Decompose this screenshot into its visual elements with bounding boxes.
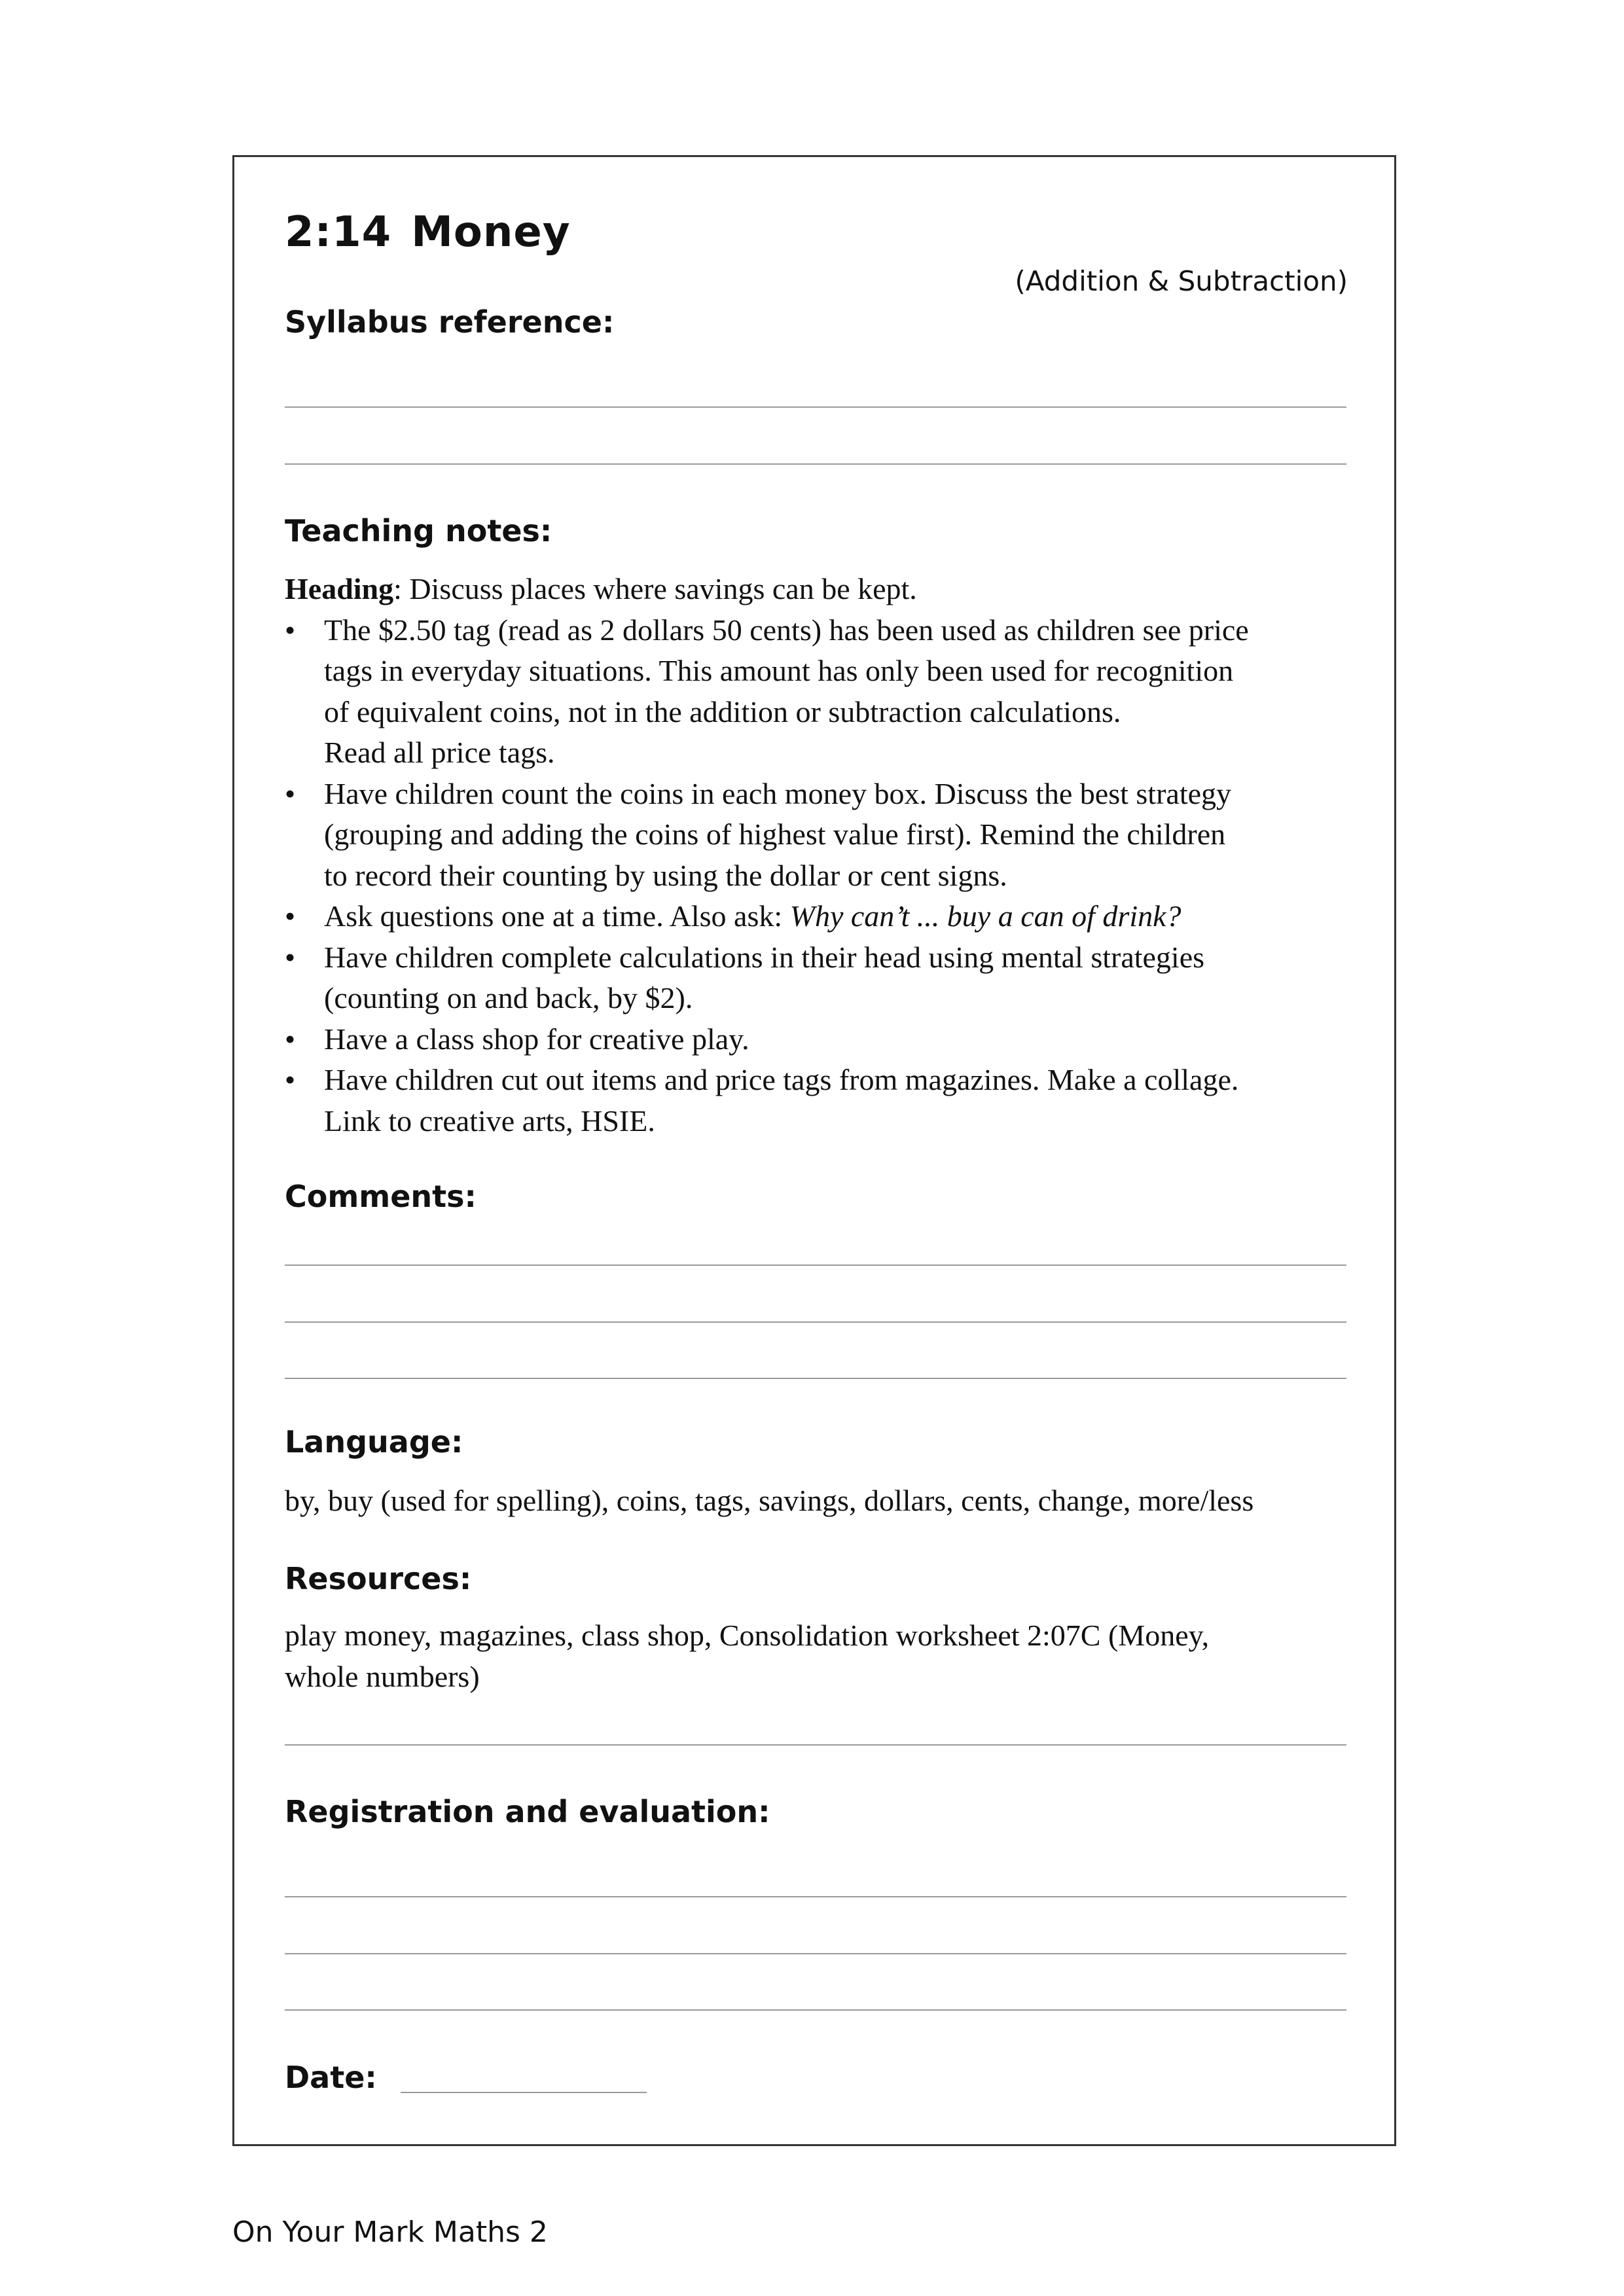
syllabus-line-2 bbox=[285, 463, 1346, 465]
bullet-glyph: • bbox=[285, 1022, 296, 1056]
list-item bbox=[285, 610, 1358, 774]
list-item bbox=[285, 937, 1358, 1019]
page-frame bbox=[232, 155, 1396, 2146]
list-item-italic-text: Why can’t ... buy a can of drink? bbox=[789, 899, 1182, 933]
comments-line-1 bbox=[285, 1265, 1346, 1266]
registration-line-1 bbox=[285, 1896, 1346, 1897]
resources-heading: Resources: bbox=[285, 1561, 472, 1596]
language-heading: Language: bbox=[285, 1424, 463, 1460]
syllabus-line-1 bbox=[285, 406, 1346, 408]
comments-line-3 bbox=[285, 1378, 1346, 1379]
bullet-glyph: • bbox=[285, 940, 296, 974]
section-number: 2:14 bbox=[285, 208, 392, 257]
language-text: by, buy (used for spelling), coins, tags, savings, dollars, cents, change, more/less bbox=[285, 1484, 1254, 1517]
registration-line-2 bbox=[285, 1953, 1346, 1954]
notes-heading-term: Heading bbox=[285, 572, 394, 605]
teaching-notes-heading: Teaching notes: bbox=[285, 513, 552, 548]
section-title: Money bbox=[411, 208, 571, 257]
resources-line-1: play money, magazines, class shop, Consolidation worksheet 2:07C (Money, bbox=[285, 1619, 1210, 1652]
list-item bbox=[285, 774, 1358, 897]
resources-line bbox=[285, 1744, 1346, 1746]
bullet-glyph: • bbox=[285, 899, 296, 933]
comments-heading: Comments: bbox=[285, 1179, 477, 1214]
list-item-text: The $2.50 tag (read as 2 dollars 50 cents) has been used as children see price tags in everyday situations. This amount has only been used for recognition of equivalent coins, not in the addition or subtraction calculations. Read all price tags. bbox=[324, 613, 1249, 769]
list-item-text: Ask questions one at a time. Also ask: bbox=[324, 899, 790, 933]
resources-text bbox=[285, 1615, 1358, 1697]
footer-text: On Your Mark Maths 2 bbox=[232, 2215, 548, 2249]
date-label: Date: bbox=[285, 2060, 377, 2095]
teaching-notes-body bbox=[285, 569, 1358, 1141]
topic-label: (Addition & Subtraction) bbox=[1015, 265, 1348, 297]
list-item bbox=[285, 1019, 1358, 1060]
list-item bbox=[285, 1060, 1358, 1141]
resources-line-2: whole numbers) bbox=[285, 1659, 480, 1693]
list-item-text: Have children count the coins in each money box. Discuss the best strategy (grouping and adding the coins of highest value first). Remind the children to record their counting by using the dollar or cent signs. bbox=[324, 776, 1232, 892]
registration-line-3 bbox=[285, 2009, 1346, 2011]
list-item-text: Have a class shop for creative play. bbox=[324, 1022, 749, 1056]
teaching-notes-list bbox=[285, 610, 1358, 1142]
notes-heading-text: : Discuss places where savings can be kept. bbox=[393, 572, 917, 605]
list-item-text: Have children complete calculations in their head using mental strategies (counting on and back, by $2). bbox=[324, 940, 1205, 1014]
list-item-text: Have children cut out items and price tags from magazines. Make a collage. Link to creative arts, HSIE. bbox=[324, 1063, 1239, 1138]
bullet-glyph: • bbox=[285, 613, 296, 647]
page-title bbox=[285, 208, 571, 257]
comments-line-2 bbox=[285, 1321, 1346, 1323]
notes-heading-line bbox=[285, 569, 1358, 610]
syllabus-reference-heading: Syllabus reference: bbox=[285, 304, 615, 340]
date-line bbox=[401, 2092, 647, 2093]
list-item bbox=[285, 896, 1358, 937]
bullet-glyph: • bbox=[285, 1063, 296, 1096]
registration-heading: Registration and evaluation: bbox=[285, 1794, 770, 1829]
bullet-glyph: • bbox=[285, 776, 296, 810]
